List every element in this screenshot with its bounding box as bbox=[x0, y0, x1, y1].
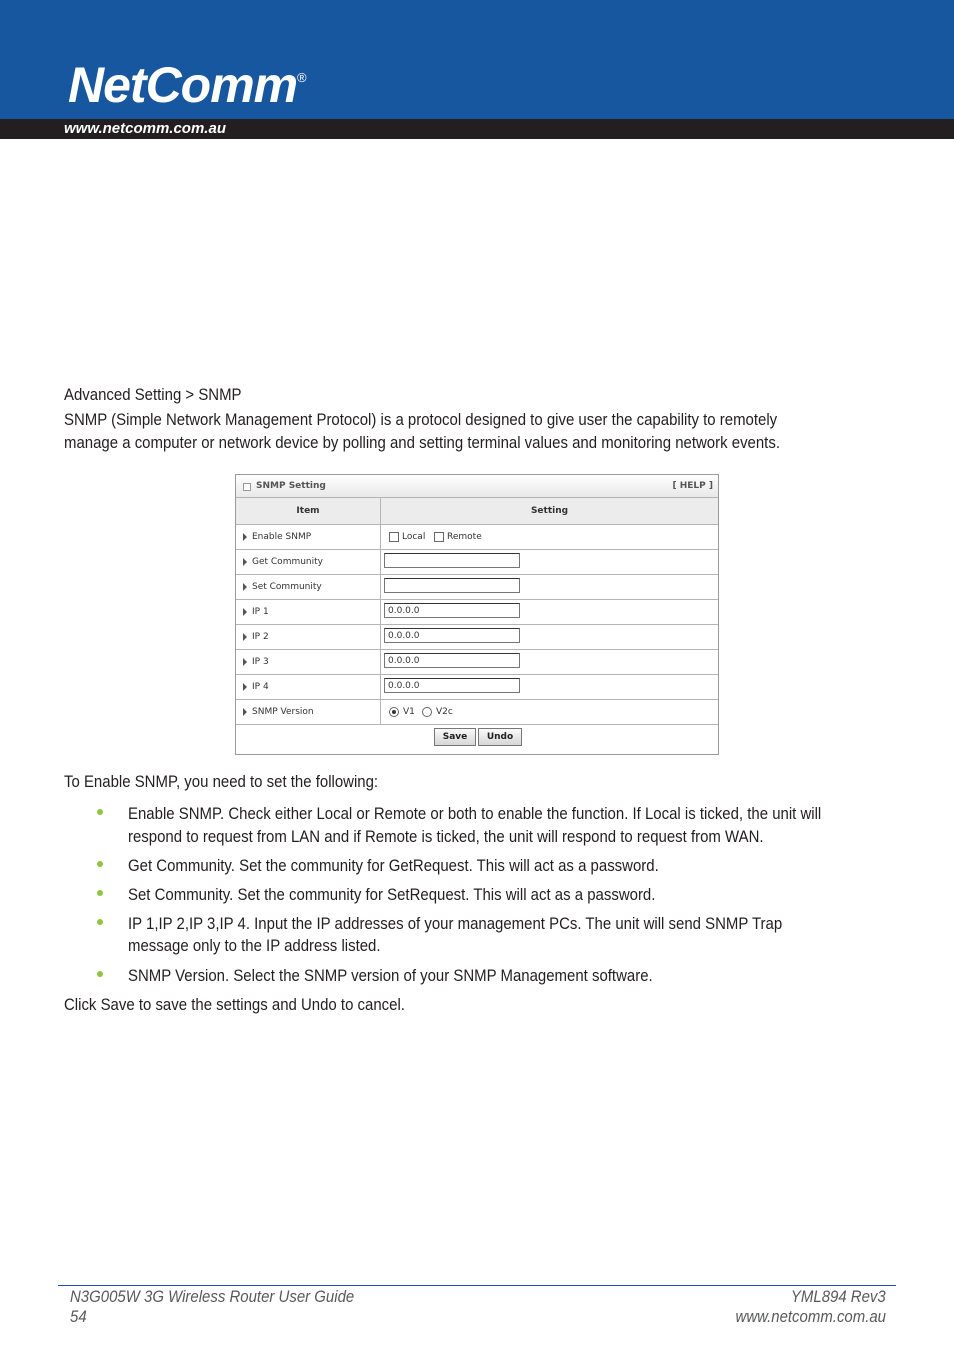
bullet-icon bbox=[96, 918, 106, 928]
row-label: IP 1 bbox=[252, 607, 269, 617]
bullet-icon bbox=[96, 970, 106, 980]
help-link[interactable]: [ HELP ] bbox=[672, 481, 713, 491]
bullet5: SNMP Version. Select the SNMP version of your SNMP Management software. bbox=[128, 966, 653, 985]
bullet-icon bbox=[96, 889, 106, 899]
bullet2: Get Community. Set the community for GetRequest. This will act as a password. bbox=[128, 856, 659, 875]
arrow-icon bbox=[243, 633, 247, 641]
footer-page-number: 54 bbox=[70, 1307, 87, 1326]
remote-checkbox[interactable] bbox=[434, 532, 444, 542]
ip1-input[interactable]: 0.0.0.0 bbox=[384, 603, 520, 618]
row-snmp-version bbox=[236, 700, 718, 725]
arrow-icon bbox=[243, 708, 247, 716]
arrow-icon bbox=[243, 658, 247, 666]
remote-label: Remote bbox=[447, 532, 482, 542]
row-label: Get Community bbox=[252, 557, 323, 567]
v2c-label: V2c bbox=[436, 707, 453, 717]
panel-title-bar bbox=[236, 475, 718, 498]
bullet-icon bbox=[96, 808, 106, 818]
panel-title: SNMP Setting bbox=[256, 481, 326, 491]
bullet4-line1: IP 1,IP 2,IP 3,IP 4. Input the IP addresses of your management PCs. The unit will send SNMP Trap bbox=[128, 914, 783, 933]
intro-text-line2: manage a computer or network device by polling and setting terminal values and monitoring network events. bbox=[64, 433, 780, 452]
footer-doc-rev: YML894 Rev3 bbox=[791, 1287, 886, 1306]
table-header bbox=[236, 498, 718, 525]
bullet1-line1: Enable SNMP. Check either Local or Remote or both to enable the function. If Local is ticked, the unit will bbox=[128, 804, 822, 823]
footer-guide-title: N3G005W 3G Wireless Router User Guide bbox=[70, 1287, 355, 1306]
column-header-item: Item bbox=[236, 498, 381, 524]
arrow-icon bbox=[243, 583, 247, 591]
v2c-radio[interactable] bbox=[422, 707, 432, 717]
row-label: Enable SNMP bbox=[252, 532, 312, 542]
snmp-setting-panel bbox=[235, 474, 719, 755]
row-label: Set Community bbox=[252, 582, 322, 592]
bullet1-line2: respond to request from LAN and if Remote is ticked, the unit will respond to request from WAN. bbox=[128, 827, 764, 846]
intro-text-line1: SNMP (Simple Network Management Protocol) is a protocol designed to give user the capability to remotely bbox=[64, 410, 778, 429]
registered-mark: ® bbox=[297, 70, 307, 85]
closing-text: Click Save to save the settings and Undo to cancel. bbox=[64, 995, 405, 1014]
bullet-icon bbox=[96, 860, 106, 870]
column-header-setting: Setting bbox=[530, 506, 569, 516]
bullet3: Set Community. Set the community for SetRequest. This will act as a password. bbox=[128, 885, 656, 904]
undo-button[interactable]: Undo bbox=[478, 728, 522, 746]
local-checkbox[interactable] bbox=[389, 532, 399, 542]
arrow-icon bbox=[243, 608, 247, 616]
ip4-input[interactable]: 0.0.0.0 bbox=[384, 678, 520, 693]
arrow-icon bbox=[243, 533, 247, 541]
row-label: IP 4 bbox=[252, 682, 269, 692]
bullet4-line2: message only to the IP address listed. bbox=[128, 936, 381, 955]
section-heading: Advanced Setting > SNMP bbox=[64, 385, 242, 404]
row-ip4 bbox=[236, 675, 718, 700]
row-label: SNMP Version bbox=[252, 707, 314, 717]
row-label: IP 2 bbox=[252, 632, 269, 642]
row-ip3 bbox=[236, 650, 718, 675]
arrow-icon bbox=[243, 558, 247, 566]
local-label: Local bbox=[402, 532, 426, 542]
row-label: IP 3 bbox=[252, 657, 269, 667]
row-set-community bbox=[236, 575, 718, 600]
row-get-community bbox=[236, 550, 718, 575]
save-button[interactable]: Save bbox=[434, 728, 476, 746]
netcomm-logo: NetComm bbox=[68, 57, 298, 113]
row-ip2 bbox=[236, 625, 718, 650]
arrow-icon bbox=[243, 683, 247, 691]
row-enable-snmp bbox=[236, 525, 718, 550]
footer-url: www.netcomm.com.au bbox=[735, 1307, 886, 1326]
panel-square-icon bbox=[243, 483, 251, 491]
get-community-input[interactable] bbox=[384, 553, 520, 568]
v1-radio[interactable] bbox=[389, 707, 399, 717]
ip3-input[interactable]: 0.0.0.0 bbox=[384, 653, 520, 668]
v1-label: V1 bbox=[403, 707, 415, 717]
header-url: www.netcomm.com.au bbox=[64, 120, 226, 137]
set-community-input[interactable] bbox=[384, 578, 520, 593]
ip2-input[interactable]: 0.0.0.0 bbox=[384, 628, 520, 643]
footer-divider bbox=[58, 1285, 896, 1286]
row-ip1 bbox=[236, 600, 718, 625]
instructions-lead: To Enable SNMP, you need to set the following: bbox=[64, 772, 379, 791]
